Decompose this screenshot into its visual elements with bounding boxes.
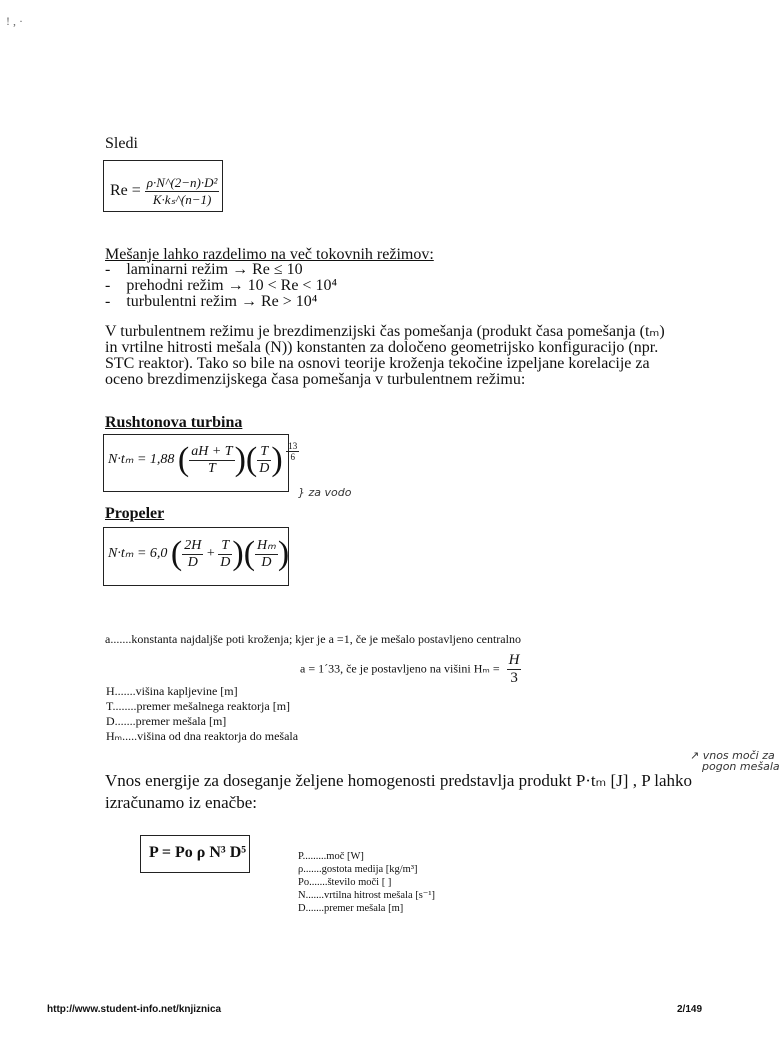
definition-item: T........premer mešalnega reaktorja [m] <box>106 699 291 713</box>
formula-lhs: Re = <box>110 182 141 200</box>
power-formula: P = Po ρ N³ D⁵ <box>149 844 247 861</box>
formula-denominator: T <box>208 460 216 476</box>
formula-lhs: N·tₘ = 6,0 <box>108 546 168 562</box>
footer-url[interactable]: http://www.student-info.net/knjiznica <box>47 1004 222 1015</box>
exponent-denominator: 6 <box>290 452 295 462</box>
list-item: - prehodni režim → 10 < Re < 10⁴ <box>105 277 338 294</box>
propeler-formula-box <box>103 527 289 586</box>
definition-text: a = 1´33, če je postavljeno na višini Hₘ = <box>300 661 500 676</box>
legend-item: N.......vrtilna hitrost mešala [s⁻¹] <box>298 890 435 901</box>
formula-denominator: D <box>220 554 231 570</box>
scan-marks: ! , · <box>6 14 23 28</box>
fraction-numerator: H <box>508 652 520 668</box>
formula-lhs: N·tₘ = 1,88 <box>108 452 175 468</box>
paragraph-line: STC reaktor). Tako so bile na osnovi teorije kroženja tekočine izpeljane korelacije za <box>105 355 650 372</box>
page-number: 2/149 <box>677 1004 703 1015</box>
plus-sign: + <box>206 546 215 562</box>
reynolds-formula-box <box>103 160 223 212</box>
exponent-numerator: 13 <box>288 441 298 451</box>
formula-denominator: K·kₛ^(n−1) <box>152 192 212 207</box>
propeler-formula: N·tₘ = 6,0 ( $\frac{2H}{D}$ + $\frac{T}{D}$ )( $\frac{\text{Hₘ}}{D}$ ) <box>108 535 290 572</box>
paragraph-line: oceno brezdimenzijskega časa pomešanja v turbulentnem režimu: <box>105 371 526 388</box>
regimes-list <box>105 262 337 310</box>
power-legend <box>298 850 435 915</box>
definition-item: H.......višina kapljevine [m] <box>106 684 238 698</box>
reynolds-formula <box>110 175 219 208</box>
energy-text <box>105 770 692 814</box>
list-item: - turbulentni režim → Re > 10⁴ <box>105 293 318 310</box>
formula-denominator: D <box>259 460 270 476</box>
formula-numerator: T <box>218 538 232 555</box>
formula-denominator: D <box>187 554 198 570</box>
definition-item: Hₘ.....višina od dna reaktorja do mešala <box>106 729 299 743</box>
definition-a: a.......konstanta najdaljše poti kroženja; kjer je a =1, če je mešalo postavljeno centralno <box>105 632 521 646</box>
definitions-list <box>106 684 298 744</box>
energy-line: Vnos energije za doseganje željene homogenosti predstavlja produkt P·tₘ [J] , P lahko <box>105 771 693 790</box>
definition-a-offset <box>300 652 521 687</box>
formula-denominator: D <box>261 555 272 570</box>
handwritten-note-water: } za vodo <box>298 486 352 499</box>
definition-item: D.......premer mešala [m] <box>106 714 227 728</box>
legend-item: ρ.......gostota medija [kg/m³] <box>298 864 418 875</box>
regimes-heading: Mešanje lahko razdelimo na več tokovnih režimov: <box>105 246 434 263</box>
energy-line: izračunamo iz enačbe: <box>105 793 257 812</box>
fraction-denominator: 3 <box>507 669 522 687</box>
intro-text: Sledi <box>105 135 138 152</box>
rushton-heading: Rushtonova turbina <box>105 414 243 431</box>
legend-item: P.........moč [W] <box>298 851 364 862</box>
formula-numerator: T <box>257 444 271 461</box>
rushton-formula-box <box>103 434 298 492</box>
formula-numerator: aH + T <box>191 443 233 459</box>
propeler-heading: Propeler <box>105 505 165 522</box>
power-formula-box <box>140 835 250 873</box>
paragraph-line: in vrtilne hitrosti mešala (N)) konstanten za določeno geometrijsko konfiguracijo (npr. <box>105 339 659 356</box>
formula-numerator: ρ·N^(2−n)·D² <box>146 175 218 190</box>
handwritten-note-power: ↗ vnos moči za pogon mešala <box>690 749 780 773</box>
paragraph <box>105 324 665 388</box>
formula-numerator: Hₘ <box>257 538 276 553</box>
list-item: - laminarni režim → Re ≤ 10 <box>105 261 303 278</box>
legend-item: Po.......število moči [ ] <box>298 877 392 888</box>
formula-numerator: 2H <box>184 537 202 553</box>
rushton-formula: N·tₘ = 1,88 ( $\frac{aH + T}{T}$ )( $\frac{T}{D}$ ) $\frac{13}{6}$ <box>108 441 298 478</box>
legend-item: D.......premer mešala [m] <box>298 903 404 914</box>
paragraph-line: V turbulentnem režimu je brezdimenzijski čas pomešanja (produkt časa pomešanja (tₘ) <box>105 323 665 340</box>
